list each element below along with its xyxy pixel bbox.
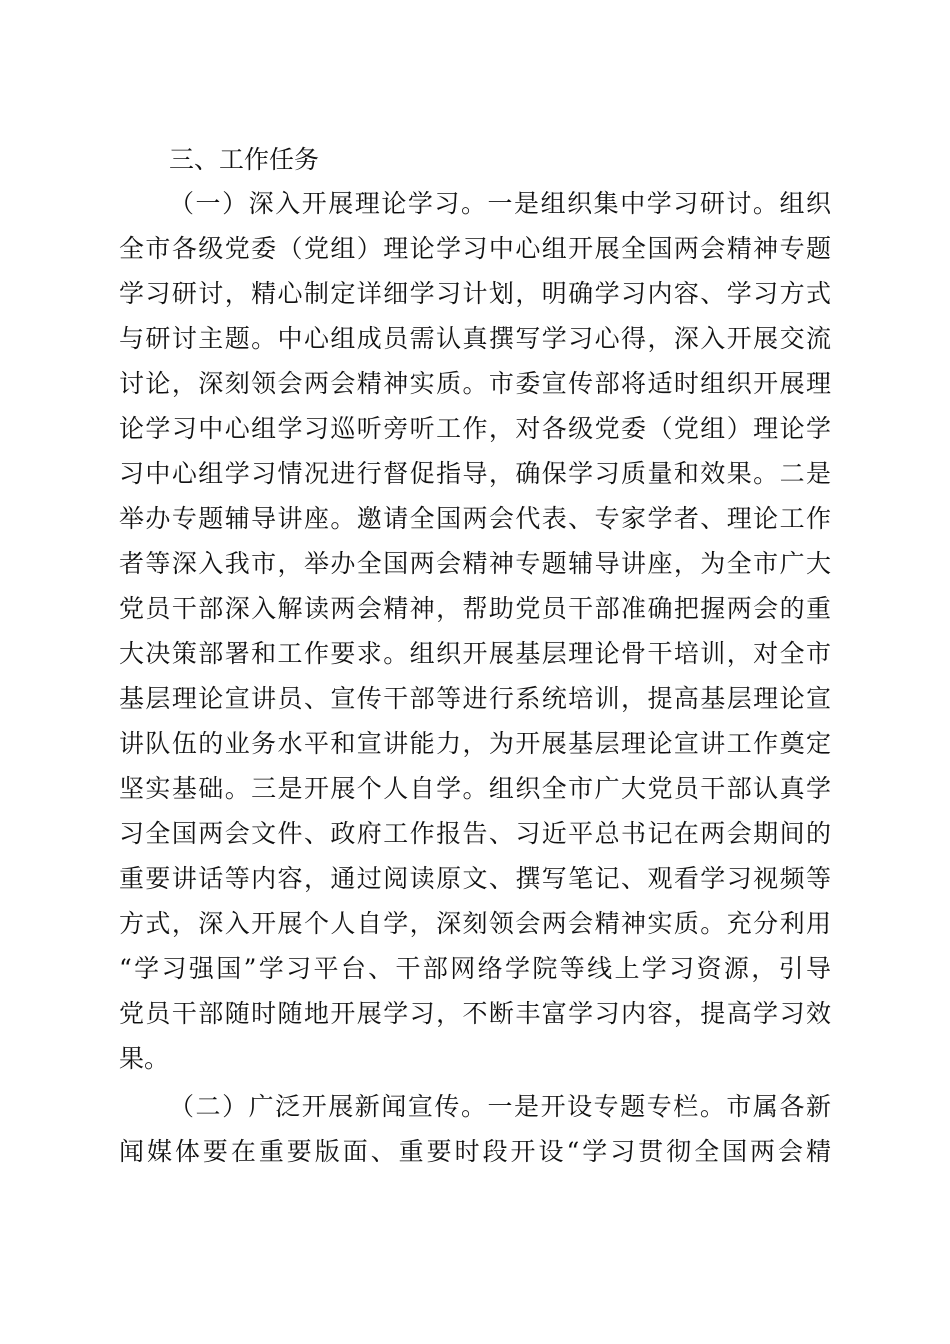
paragraph-line: 闻媒体要在重要版面、重要时段开设“学习贯彻全国两会精	[119, 1137, 831, 1166]
paragraph-line: 习中心组学习情况进行督促指导，确保学习质量和效果。二是	[119, 459, 831, 488]
paragraph-line: 讲队伍的业务水平和宣讲能力，为开展基层理论宣讲工作奠定	[119, 729, 831, 758]
paragraph-line: 举办专题辅导讲座。邀请全国两会代表、专家学者、理论工作	[119, 504, 831, 533]
paragraph-line: 果。	[119, 1044, 170, 1073]
paragraph-line: 全市各级党委（党组）理论学习中心组开展全国两会精神专题	[119, 234, 831, 263]
paragraph-line: （一）深入开展理论学习。一是组织集中学习研讨。组织	[169, 189, 831, 218]
paragraph-line: 学习研讨，精心制定详细学习计划，明确学习内容、学习方式	[119, 279, 831, 308]
paragraph-line: 讨论，深刻领会两会精神实质。市委宣传部将适时组织开展理	[119, 369, 831, 398]
paragraph-line: （二）广泛开展新闻宣传。一是开设专题专栏。市属各新	[169, 1092, 831, 1121]
paragraph-line: 论学习中心组学习巡听旁听工作，对各级党委（党组）理论学	[119, 414, 831, 443]
paragraph-line: “学习强国”学习平台、干部网络学院等线上学习资源，引导	[119, 954, 831, 983]
paragraph-line: 坚实基础。三是开展个人自学。组织全市广大党员干部认真学	[119, 774, 831, 803]
paragraph-line: 党员干部深入解读两会精神，帮助党员干部准确把握两会的重	[119, 594, 831, 623]
paragraph-line: 者等深入我市，举办全国两会精神专题辅导讲座，为全市广大	[119, 549, 831, 578]
section-heading: 三、工作任务	[169, 145, 320, 174]
paragraph-line: 重要讲话等内容，通过阅读原文、撰写笔记、观看学习视频等	[119, 864, 831, 893]
paragraph-line: 与研讨主题。中心组成员需认真撰写学习心得，深入开展交流	[119, 324, 831, 353]
paragraph-line: 党员干部随时随地开展学习，不断丰富学习内容，提高学习效	[119, 999, 831, 1028]
paragraph-line: 大决策部署和工作要求。组织开展基层理论骨干培训，对全市	[119, 639, 831, 668]
paragraph-line: 方式，深入开展个人自学，深刻领会两会精神实质。充分利用	[119, 909, 831, 938]
paragraph-line: 基层理论宣讲员、宣传干部等进行系统培训，提高基层理论宣	[119, 684, 831, 713]
paragraph-line: 习全国两会文件、政府工作报告、习近平总书记在两会期间的	[119, 819, 831, 848]
